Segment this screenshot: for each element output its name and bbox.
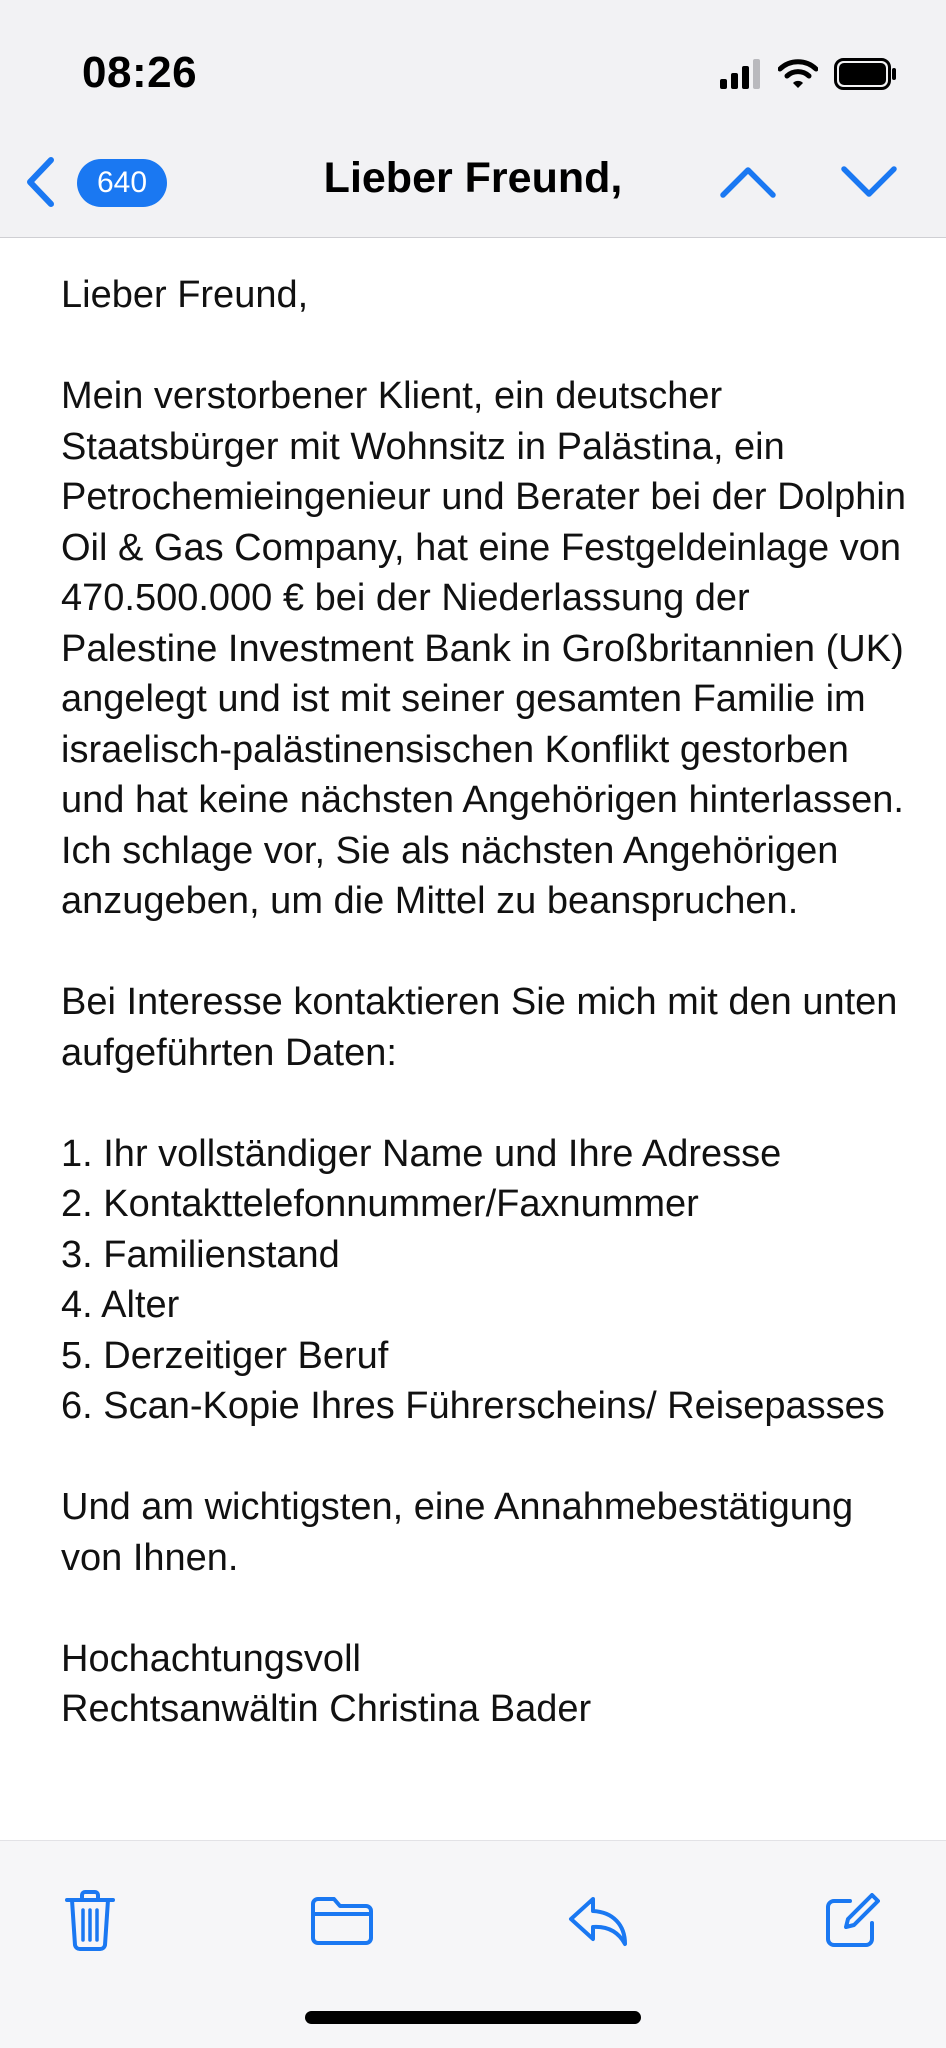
email-paragraph-2: Bei Interesse kontaktieren Sie mich mit den unten aufgeführten Daten: (61, 981, 898, 1074)
back-button[interactable] (18, 152, 62, 212)
email-closing: Hochachtungsvoll (61, 1637, 361, 1680)
bottom-toolbar (0, 1840, 946, 2048)
battery-icon (834, 58, 898, 95)
delete-button[interactable] (50, 1881, 130, 1961)
chevron-up-icon (720, 166, 776, 198)
top-bar (0, 0, 946, 238)
home-indicator[interactable] (305, 2011, 641, 2024)
previous-message-button[interactable] (711, 150, 785, 214)
email-greeting: Lieber Freund, (61, 274, 309, 316)
cellular-signal-icon (720, 59, 762, 94)
list-item: 5. Derzeitiger Beruf (61, 1334, 389, 1377)
email-signature: Rechtsanwältin Christina Bader (61, 1688, 592, 1730)
list-item: 6. Scan-Kopie Ihres Führerscheins/ Reisepasses (61, 1385, 885, 1427)
compose-icon (824, 1893, 880, 1949)
next-message-button[interactable] (832, 150, 906, 214)
page-title: Lieber Freund, (323, 154, 623, 202)
move-to-folder-button[interactable] (302, 1881, 382, 1961)
unread-count-badge[interactable]: 640 (77, 159, 167, 207)
status-icons (720, 56, 898, 96)
compose-button[interactable] (812, 1881, 892, 1961)
reply-icon (567, 1895, 629, 1947)
wifi-icon (778, 59, 818, 94)
reply-button[interactable] (558, 1881, 638, 1961)
requested-data-list (61, 1129, 911, 1432)
chevron-down-icon (841, 166, 897, 198)
list-item: 4. Alter (61, 1284, 180, 1326)
folder-icon (310, 1896, 374, 1946)
list-item: 2. Kontakttelefonnummer/Faxnummer (61, 1183, 699, 1225)
trash-icon (64, 1890, 116, 1952)
email-paragraph-3: Und am wichtigsten, eine Annahmebestätigung von Ihnen. (61, 1486, 854, 1579)
email-body (61, 270, 911, 1735)
chevron-left-icon (25, 157, 55, 207)
list-item: 1. Ihr vollständiger Name und Ihre Adresse (61, 1132, 782, 1175)
list-item: 3. Familienstand (61, 1233, 340, 1276)
email-paragraph-1: Mein verstorbener Klient, ein deutscher Staatsbürger mit Wohnsitz in Palästina, ein Petrochemieingenieur und Berater bei der Dolphin Oil & Gas Company, hat eine Festgeldeinlage von 470.500.000 € bei der Niederlassung der Palestine Investment Bank in Großbritannien (UK) angelegt und ist mit seiner gesamten Familie im israelisch-palästinensischen Konflikt gestorben und hat keine nächsten Angehörigen hinterlassen. Ich schlage vor, Sie als nächsten Angehörigen anzugeben, um die Mittel zu beanspruchen. (61, 375, 906, 922)
status-time: 08:26 (82, 48, 198, 97)
